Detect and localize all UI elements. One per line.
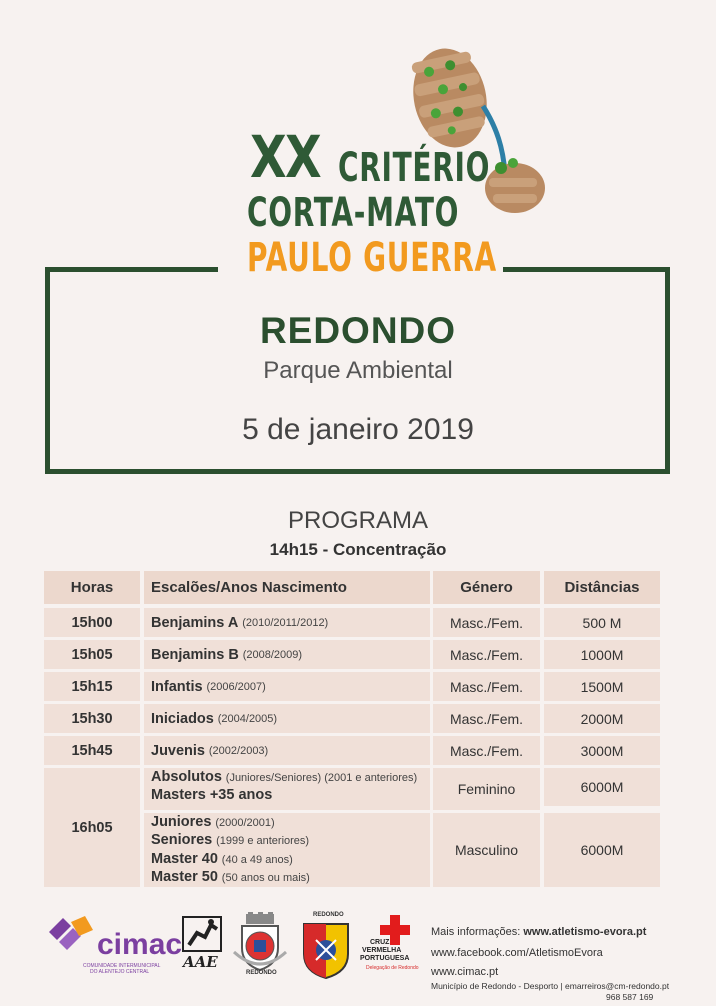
header-genero: Género bbox=[433, 571, 540, 604]
table-row-distancia-masculino: 6000M bbox=[544, 813, 660, 887]
table-row-distancia: 1500M bbox=[544, 672, 660, 701]
title-corta-mato: CORTA-MATO bbox=[247, 190, 460, 236]
table-row-hora: 15h00 bbox=[44, 608, 140, 637]
cimac-sub2: DO ALENTEJO CENTRAL bbox=[90, 969, 150, 975]
table-row-distancia: 2000M bbox=[544, 704, 660, 733]
cimac-logo bbox=[45, 912, 183, 975]
brasao-label: REDONDO bbox=[246, 970, 277, 976]
table-row-genero: Masc./Fem. bbox=[433, 704, 540, 733]
programa-title: PROGRAMA bbox=[287, 507, 428, 534]
table-row-escalao: Benjamins A (2010/2011/2012) bbox=[144, 608, 430, 637]
cimac-symbol-icon bbox=[45, 912, 97, 954]
table-row-genero-masculino: Masculino bbox=[433, 813, 540, 887]
table-row-distancia: 1000M bbox=[544, 640, 660, 669]
cruz-line1: CRUZ bbox=[370, 939, 390, 946]
event-city: REDONDO bbox=[259, 310, 457, 351]
table-row-escalao: Benjamins B (2008/2009) bbox=[144, 640, 430, 669]
title-xx: XX bbox=[250, 123, 321, 191]
table-row-distancia: 3000M bbox=[544, 736, 660, 765]
event-date: 5 de janeiro 2019 bbox=[242, 413, 474, 446]
table-row-hora: 15h45 bbox=[44, 736, 140, 765]
table-row-hora: 15h15 bbox=[44, 672, 140, 701]
info-line bbox=[431, 926, 646, 938]
frame-top-right bbox=[503, 267, 670, 272]
redondo-brasao-logo bbox=[230, 912, 290, 978]
frame-top-left bbox=[45, 267, 218, 272]
event-venue: Parque Ambiental bbox=[263, 357, 453, 384]
header-distancias: Distâncias bbox=[544, 571, 660, 604]
table-row-genero: Masc./Fem. bbox=[433, 672, 540, 701]
bombeiros-logo bbox=[296, 912, 356, 980]
cruz-line2: VERMELHA bbox=[362, 947, 402, 954]
frame-bottom bbox=[45, 469, 670, 474]
info-site-link[interactable]: www.atletismo-evora.pt bbox=[523, 926, 647, 938]
table-row-hora: 15h05 bbox=[44, 640, 140, 669]
cruz-line3: PORTUGUESA bbox=[360, 955, 410, 962]
info-prefix: Mais informações: bbox=[431, 926, 521, 938]
table-row-escalao: Iniciados (2004/2005) bbox=[144, 704, 430, 733]
table-row-escalao-masculino: Juniores (2000/2001) Seniores (1999 e anteriores) Master 40 (40 a 49 anos) Master 50 (50 anos ou mais) bbox=[144, 813, 430, 887]
aae-label: AAE bbox=[183, 953, 218, 971]
table-row-escalao-feminino: Absolutos (Juniores/Seniores) (2001 e anteriores) Masters +35 anos bbox=[144, 768, 430, 810]
table-row-genero: Masc./Fem. bbox=[433, 640, 540, 669]
cruz-line4: Delegação de Redondo bbox=[366, 965, 419, 971]
title-paulo-guerra: PAULO GUERRA bbox=[247, 235, 497, 281]
contact-phone: 968 587 169 bbox=[606, 992, 654, 1002]
table-row-escalao: Infantis (2006/2007) bbox=[144, 672, 430, 701]
cruz-vermelha-logo bbox=[358, 915, 418, 977]
programa-subtitle: 14h15 - Concentração bbox=[269, 540, 447, 559]
table-row-genero: Masc./Fem. bbox=[433, 736, 540, 765]
contact-info: Município de Redondo - Desporto | emarreiros@cm-redondo.pt bbox=[431, 981, 670, 991]
table-row-genero-feminino: Feminino bbox=[433, 768, 540, 810]
title-criterio: CRITÉRIO bbox=[338, 145, 491, 191]
cimac-sub1: COMUNIDADE INTERMUNICIPAL bbox=[83, 963, 161, 969]
facebook-link[interactable]: www.facebook.com/AtletismoEvora bbox=[431, 947, 603, 959]
table-row-hora: 15h30 bbox=[44, 704, 140, 733]
cimac-name: cimac bbox=[97, 928, 183, 961]
cimac-site-link[interactable]: www.cimac.pt bbox=[431, 966, 499, 978]
table-row-escalao: Juvenis (2002/2003) bbox=[144, 736, 430, 765]
fire-brigade-icon bbox=[296, 920, 356, 980]
table-row-distancia-feminino: 6000M bbox=[544, 768, 660, 806]
runner-icon bbox=[181, 915, 223, 953]
header-escaloes: Escalões/Anos Nascimento bbox=[144, 571, 430, 604]
table-row-distancia: 500 M bbox=[544, 608, 660, 637]
aae-logo bbox=[181, 915, 223, 971]
coat-of-arms-icon bbox=[230, 912, 290, 972]
bomb-label: REDONDO bbox=[313, 912, 344, 918]
table-row-hora: 16h05 bbox=[44, 768, 140, 887]
header-horas: Horas bbox=[44, 571, 140, 604]
table-row-genero: Masc./Fem. bbox=[433, 608, 540, 637]
